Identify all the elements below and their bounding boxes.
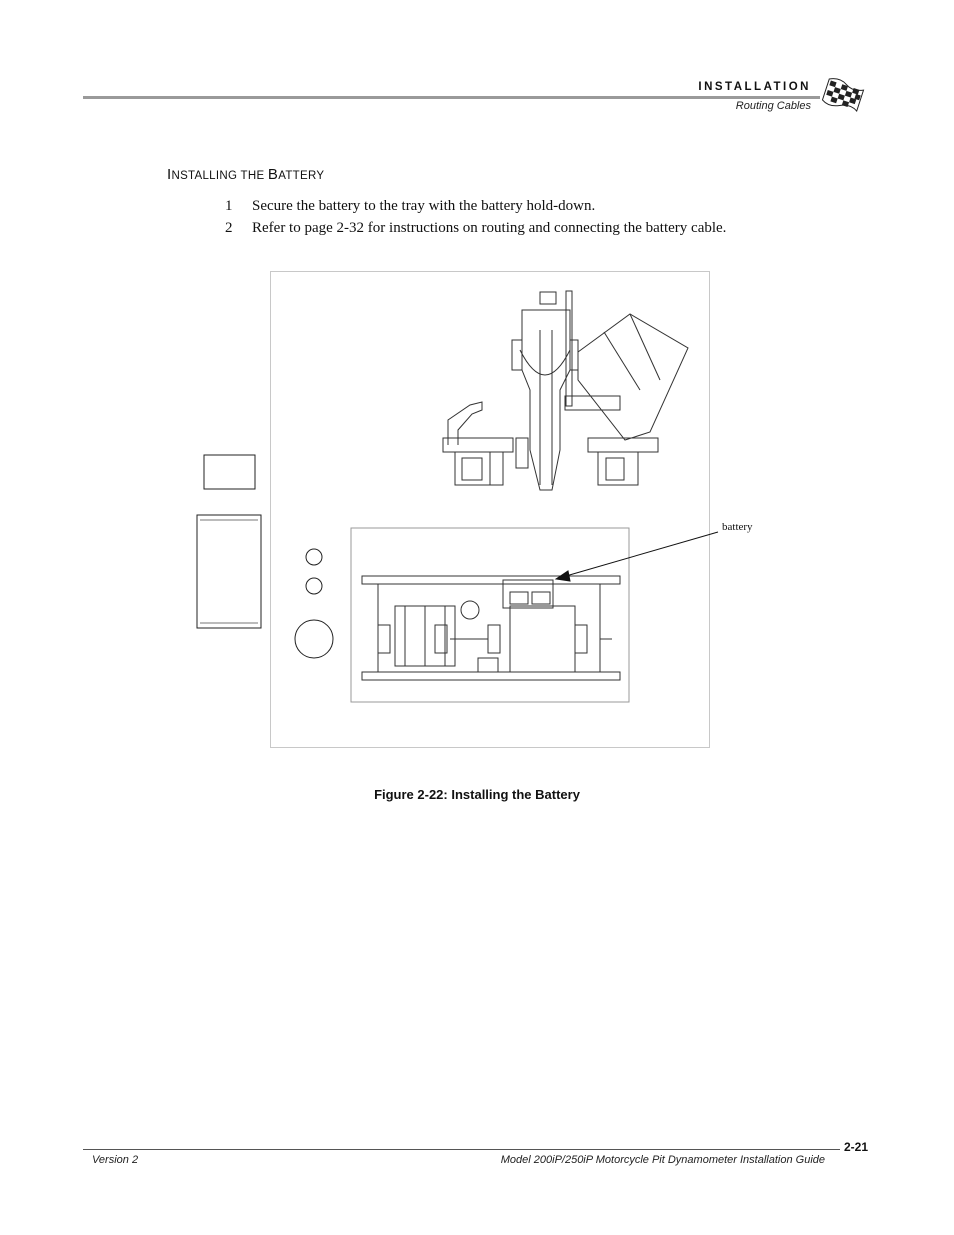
right-stand-view	[565, 314, 688, 485]
figure-caption	[0, 787, 954, 802]
center-column-view	[512, 291, 578, 490]
section-heading	[167, 166, 324, 183]
heading-cap-1: I	[167, 166, 172, 183]
step-2-number: 2	[225, 220, 233, 236]
header-section-title: INSTALLATION	[698, 81, 811, 93]
step-1-number: 1	[225, 198, 233, 214]
footer-version: Version 2	[92, 1154, 139, 1166]
battery-callout-label: battery	[722, 521, 753, 533]
roller-circle-2	[306, 578, 322, 594]
header-rule	[83, 96, 820, 99]
roller-circle-3	[295, 620, 333, 658]
footer-rule	[83, 1149, 840, 1150]
side-panel-small	[204, 455, 255, 489]
heading-rest-1: NSTALLING THE	[171, 170, 268, 182]
checkered-flag-icon	[821, 76, 865, 114]
side-panel-large	[197, 515, 261, 628]
step-1-text: Secure the battery to the tray with the battery hold-down.	[252, 198, 596, 214]
page-number: 2-21	[844, 1140, 869, 1154]
step-1	[225, 198, 595, 215]
footer-doc-title: Model 200iP/250iP Motorcycle Pit Dynamometer Installation Guide	[500, 1154, 825, 1166]
plan-view-outline	[351, 528, 629, 702]
dynamometer-drawing	[190, 280, 780, 720]
heading-rest-2: ATTERY	[278, 170, 325, 182]
step-2	[225, 220, 726, 237]
step-2-text: Refer to page 2-32 for instructions on routing and connecting the battery cable.	[252, 220, 727, 236]
left-stand-view	[443, 402, 513, 485]
header-subsection: Routing Cables	[735, 100, 811, 112]
frame-plan-view	[362, 576, 620, 680]
roller-circle-1	[306, 549, 322, 565]
heading-cap-2: B	[267, 166, 279, 183]
callout-leader-line	[566, 532, 718, 576]
figure-caption-text: Figure 2-22: Installing the Battery	[374, 787, 580, 802]
